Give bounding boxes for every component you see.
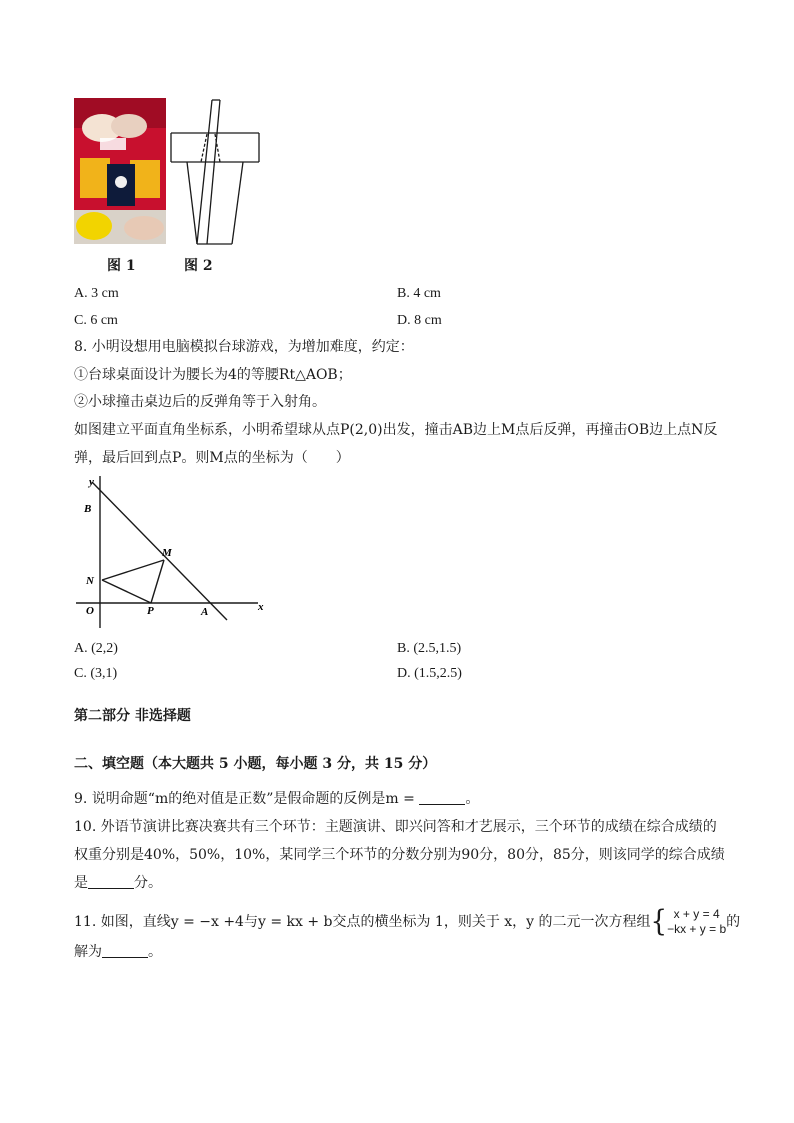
segment-np: [102, 580, 151, 603]
q9-line: [74, 789, 479, 809]
hypotenuse-ab: [92, 482, 227, 620]
q10-answer-blank[interactable]: [88, 874, 134, 889]
q7-option-d[interactable]: D. 8 cm: [397, 313, 442, 328]
equation-2: −kx + y = b: [667, 922, 727, 936]
q9-end: 。: [465, 791, 480, 807]
figure-2-cup: [166, 96, 262, 246]
q10-line-3: [74, 873, 162, 893]
equation-system: [667, 907, 726, 937]
q11-answer-blank[interactable]: [102, 943, 148, 958]
segment-nm: [102, 560, 164, 580]
q8-rule-2: ②小球撞击桌边后的反弹角等于入射角。: [74, 394, 326, 410]
q10-line-3-end: 分。: [134, 875, 162, 891]
label-p: P: [147, 605, 154, 617]
q8-option-d[interactable]: D. (1.5,2.5): [397, 666, 462, 681]
q8-option-b[interactable]: B. (2.5,1.5): [397, 641, 462, 656]
label-n: N: [86, 575, 94, 587]
q8-body-line-2: 弹，最后回到点P。则M点的坐标为（ ）: [74, 450, 350, 466]
q8-option-a[interactable]: A. (2,2): [74, 641, 118, 656]
q10-line-3-start: 是: [74, 875, 88, 891]
billiard-triangle-diagram: [72, 472, 272, 632]
q8-option-c[interactable]: C. (3,1): [74, 666, 118, 681]
q11-text: 11. 如图，直线y = −x +4与y = kx + b交点的横坐标为 1，则关于 x，y 的二元一次方程组: [74, 914, 651, 930]
q11-line-2-start: 解为: [74, 944, 102, 960]
equation-1: x + y = 4: [673, 907, 720, 921]
figure-1-photo: [74, 98, 166, 244]
q11-after: 的: [726, 914, 741, 930]
q7-option-c[interactable]: C. 6 cm: [74, 313, 118, 328]
q11-line-2: [74, 942, 162, 962]
label-b: B: [84, 503, 92, 515]
q9-answer-blank[interactable]: [419, 790, 465, 805]
label-x: x: [258, 601, 264, 613]
q8-rule-1: ①台球桌面设计为腰长为4的等腰Rt△AOB；: [74, 367, 352, 383]
q10-line-1: 10. 外语节演讲比赛决赛共有三个环节：主题演讲、即兴问答和才艺展示，三个环节的成绩在综合成绩的: [74, 819, 717, 835]
label-a: A: [201, 606, 209, 618]
label-y: y: [89, 476, 94, 488]
section-2-title: 二、填空题（本大题共 5 小题，每小题 3 分，共 15 分）: [74, 756, 437, 772]
q8-diagram: [72, 472, 272, 632]
q9-text: 9. 说明命题“m的绝对值是正数”是假命题的反例是m =: [74, 791, 415, 807]
cup-straw-diagram: [166, 96, 262, 246]
q8-body-line-1: 如图建立平面直角坐标系，小明希望球从点P(2,0)出发，撞击AB边上M点后反弹，再撞击OB边上点N反: [74, 422, 718, 438]
label-o: O: [86, 605, 94, 617]
photo-illustration: [74, 98, 166, 244]
part-2-title: 第二部分 非选择题: [74, 708, 191, 724]
q8-stem: 8. 小明设想用电脑模拟台球游戏，为增加难度，约定：: [74, 339, 414, 355]
q11-line-1: [74, 902, 740, 942]
q7-option-b[interactable]: B. 4 cm: [397, 286, 441, 301]
equation-brace: {: [650, 905, 668, 939]
label-m: M: [162, 547, 172, 559]
q7-option-a[interactable]: A. 3 cm: [74, 286, 119, 301]
figure-1-caption: 图 1: [107, 258, 136, 274]
segment-mp: [151, 560, 164, 603]
q11-line-2-end: 。: [148, 944, 162, 960]
figure-2-caption: 图 2: [184, 258, 213, 274]
q10-line-2: 权重分别是40%，50%，10%，某同学三个环节的分数分别为90分，80分，85分，则该同学的综合成绩: [74, 847, 725, 863]
